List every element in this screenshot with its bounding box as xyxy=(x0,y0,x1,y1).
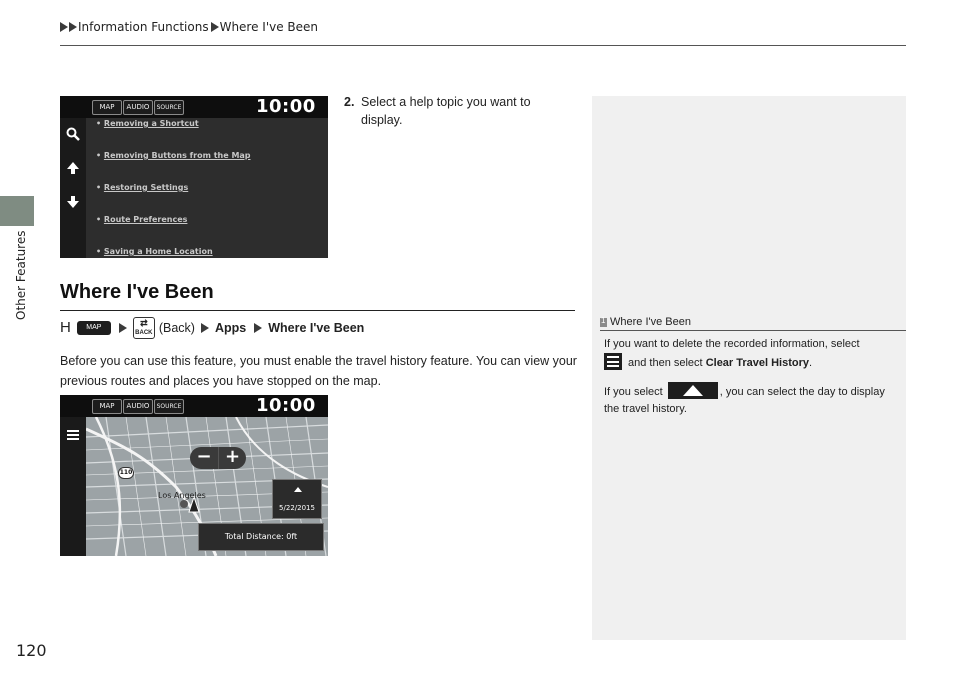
step-2 xyxy=(344,93,574,127)
screen-topbar xyxy=(60,96,328,118)
section-tab xyxy=(0,196,34,226)
arrow-up-icon[interactable] xyxy=(65,160,81,176)
triangle-icon xyxy=(69,22,77,32)
arrow-down-icon[interactable] xyxy=(65,194,81,210)
note-paragraph-1: If you want to delete the recorded information, select and then select Clear Travel History. xyxy=(604,338,860,369)
body-paragraph: Before you can use this feature, you must enable the travel history feature. You can view your previous routes and places you have stopped on the map. xyxy=(60,354,577,388)
screen-sidebar xyxy=(60,417,86,556)
zoom-in-button[interactable]: + xyxy=(218,447,246,469)
list-item[interactable]: • Removing a Shortcut xyxy=(96,119,199,128)
breadcrumb xyxy=(60,20,318,34)
date-value: 5/22/2015 xyxy=(279,504,315,512)
source-button[interactable]: SOURCE xyxy=(154,100,184,115)
caret-up-icon xyxy=(294,487,302,492)
breadcrumb-item[interactable]: Where I've Been xyxy=(219,20,319,34)
screen-sidebar xyxy=(60,118,86,258)
apps-label: Apps xyxy=(214,321,247,335)
header-divider xyxy=(60,45,906,46)
highway-shield: 110 xyxy=(118,467,134,479)
section-tab-label: Other Features xyxy=(14,230,28,320)
section-title: Where I've Been xyxy=(60,281,214,303)
audio-button[interactable]: AUDIO xyxy=(123,100,153,115)
triangle-icon xyxy=(119,323,127,333)
help-topics-screen xyxy=(60,96,328,258)
total-distance: Total Distance: 0ft xyxy=(198,523,324,551)
page-number: 120 xyxy=(16,641,47,660)
note-divider xyxy=(600,330,906,331)
clock: 10:00 xyxy=(256,395,316,416)
city-label: Los Angeles xyxy=(158,491,206,500)
date-selector[interactable] xyxy=(272,479,322,519)
search-icon[interactable] xyxy=(65,126,81,142)
step-text: Select a help topic you want to display. xyxy=(361,95,531,127)
clock: 10:00 xyxy=(256,96,316,117)
triangle-icon xyxy=(60,22,68,32)
triangle-icon xyxy=(254,323,262,333)
map-view[interactable] xyxy=(86,417,328,556)
audio-button[interactable]: AUDIO xyxy=(123,399,153,414)
screen-topbar xyxy=(60,395,328,417)
menu-icon xyxy=(604,353,622,370)
navigation-path xyxy=(60,317,364,339)
menu-icon[interactable] xyxy=(65,427,81,443)
note-heading: 1 Where I've Been xyxy=(600,316,691,328)
caret-up-icon xyxy=(668,382,718,399)
list-item[interactable]: • Restoring Settings xyxy=(96,183,189,192)
triangle-icon xyxy=(201,323,209,333)
back-icon: ⇄ BACK xyxy=(133,317,155,339)
map-button[interactable]: MAP xyxy=(92,100,122,115)
zoom-out-button[interactable]: − xyxy=(190,447,218,469)
target-label: Where I've Been xyxy=(268,321,365,335)
breadcrumb-item[interactable]: Information Functions xyxy=(78,20,209,34)
triangle-icon xyxy=(211,22,219,32)
list-item[interactable]: • Saving a Home Location xyxy=(96,247,213,256)
list-item[interactable]: • Route Preferences xyxy=(96,215,188,224)
map-screen xyxy=(60,395,328,556)
note-paragraph-2: If you select , you can select the day to display the travel history. xyxy=(604,382,900,418)
note-marker-icon xyxy=(600,318,607,327)
section-divider xyxy=(60,310,575,311)
help-topic-list xyxy=(86,118,328,258)
map-button-icon: MAP xyxy=(77,321,111,335)
list-item[interactable]: • Removing Buttons from the Map xyxy=(96,151,251,160)
map-button[interactable]: MAP xyxy=(92,399,122,414)
step-number: 2. xyxy=(344,95,355,109)
back-label: (Back) xyxy=(158,321,195,335)
source-button[interactable]: SOURCE xyxy=(154,399,184,414)
home-icon: H xyxy=(60,319,71,336)
